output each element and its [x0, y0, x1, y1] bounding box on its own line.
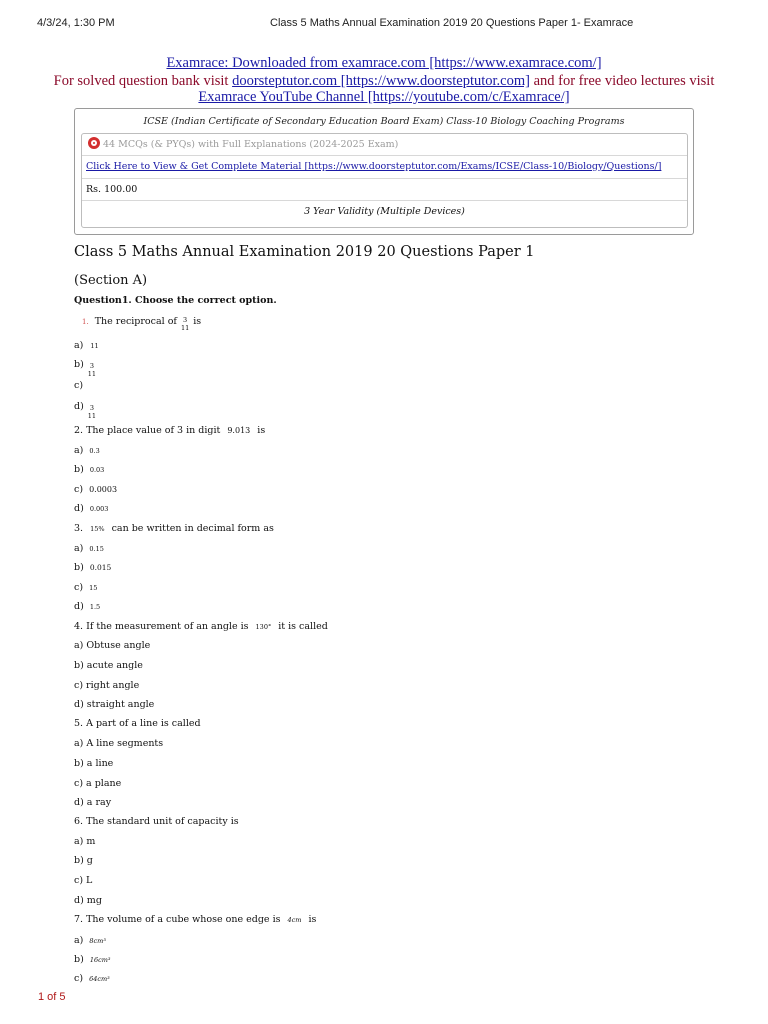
validity: 3 Year Validity (Multiple Devices) [304, 206, 465, 217]
price: Rs. 100.00 [86, 184, 138, 195]
q1-option-a: a) 11 [74, 340, 99, 351]
q4-option-d: d) straight angle [74, 699, 155, 710]
page-title: Class 5 Maths Annual Examination 2019 20 Questions Paper 1 [74, 244, 535, 260]
q1-option-c: c) [74, 380, 84, 391]
question-2: 2. The place value of 3 in digit 9.013 is [74, 425, 266, 436]
q1-text-after: is [193, 316, 202, 327]
q7-option-c: c) 64cm³ [74, 973, 110, 984]
promo-title: ICSE (Indian Certificate of Secondary Education Board Exam) Class-10 Biology Coaching Programs [143, 116, 625, 127]
question-5: 5. A part of a line is called [74, 718, 201, 729]
question-6: 6. The standard unit of capacity is [74, 816, 239, 827]
question-3: 3. 15% can be written in decimal form as [74, 523, 274, 534]
examrace-link[interactable]: Examrace: Downloaded from examrace.com [https://www.examrace.com/] [166, 55, 602, 71]
q3-option-d: d) 1.5 [74, 601, 101, 612]
q4-option-b: b) acute angle [74, 660, 143, 671]
q5-option-c: c) a plane [74, 778, 122, 789]
page-number: 1 of 5 [38, 991, 66, 1003]
doorsteptutor-link[interactable]: doorsteptutor.com [https://www.doorsteptutor.com] [232, 73, 530, 89]
q7-option-b: b) 16cm³ [74, 954, 111, 965]
q6-option-d: d) mg [74, 895, 102, 906]
q5-option-b: b) a line [74, 758, 114, 769]
banner-line-1[interactable] [0, 54, 768, 72]
q2-option-d: d) 0.003 [74, 503, 109, 514]
q6-option-c: c) L [74, 875, 93, 886]
q3-option-b: b) 0.015 [74, 562, 112, 573]
section-heading: (Section A) [74, 273, 148, 288]
material-link[interactable]: Click Here to View & Get Complete Material [https://www.doorsteptutor.com/Exams/ICSE/Class-10/Biology/Questions/] [86, 161, 662, 172]
q2-option-c: c) 0.0003 [74, 484, 118, 495]
print-datetime: 4/3/24, 1:30 PM [37, 17, 115, 29]
divider [82, 200, 687, 201]
divider [82, 178, 687, 179]
question-heading: Question1. Choose the correct option. [74, 295, 277, 306]
q7-option-a: a) 8cm³ [74, 935, 106, 946]
target-icon [88, 137, 100, 149]
question-4: 4. If the measurement of an angle is 130° it is called [74, 621, 328, 632]
q1-option-b: b) 3 11 [74, 359, 97, 378]
print-page-title: Class 5 Maths Annual Examination 2019 20 Questions Paper 1- Examrace [270, 17, 634, 29]
q2-option-a: a) 0.3 [74, 445, 100, 456]
divider [82, 155, 687, 156]
q6-option-b: b) g [74, 855, 93, 866]
banner-line-3[interactable] [0, 88, 768, 106]
q1-number: 1. [82, 318, 89, 326]
question-1 [82, 316, 201, 332]
q4-option-a: a) Obtuse angle [74, 640, 151, 651]
q3-option-a: a) 0.15 [74, 543, 104, 554]
q2-option-b: b) 0.03 [74, 464, 105, 475]
q3-option-c: c) 15 [74, 582, 98, 593]
mcq-text: 44 MCQs (& PYQs) with Full Explanations (2024-2025 Exam) [103, 139, 399, 150]
banner-prefix: For solved question bank visit [53, 73, 233, 89]
q1-fraction: 3 11 [180, 316, 190, 332]
mcq-info [88, 137, 398, 150]
q1-text: The reciprocal of [94, 316, 177, 327]
q5-option-a: a) A line segments [74, 738, 164, 749]
q1-option-d: d) 3 11 [74, 401, 97, 420]
question-7: 7. The volume of a cube whose one edge is 4cm is [74, 914, 317, 925]
youtube-link[interactable]: Examrace YouTube Channel [https://youtube.com/c/Examrace/] [198, 89, 570, 105]
q5-option-d: d) a ray [74, 797, 112, 808]
q4-option-c: c) right angle [74, 680, 140, 691]
q6-option-a: a) m [74, 836, 96, 847]
banner-suffix: and for free video lectures visit [529, 73, 715, 89]
